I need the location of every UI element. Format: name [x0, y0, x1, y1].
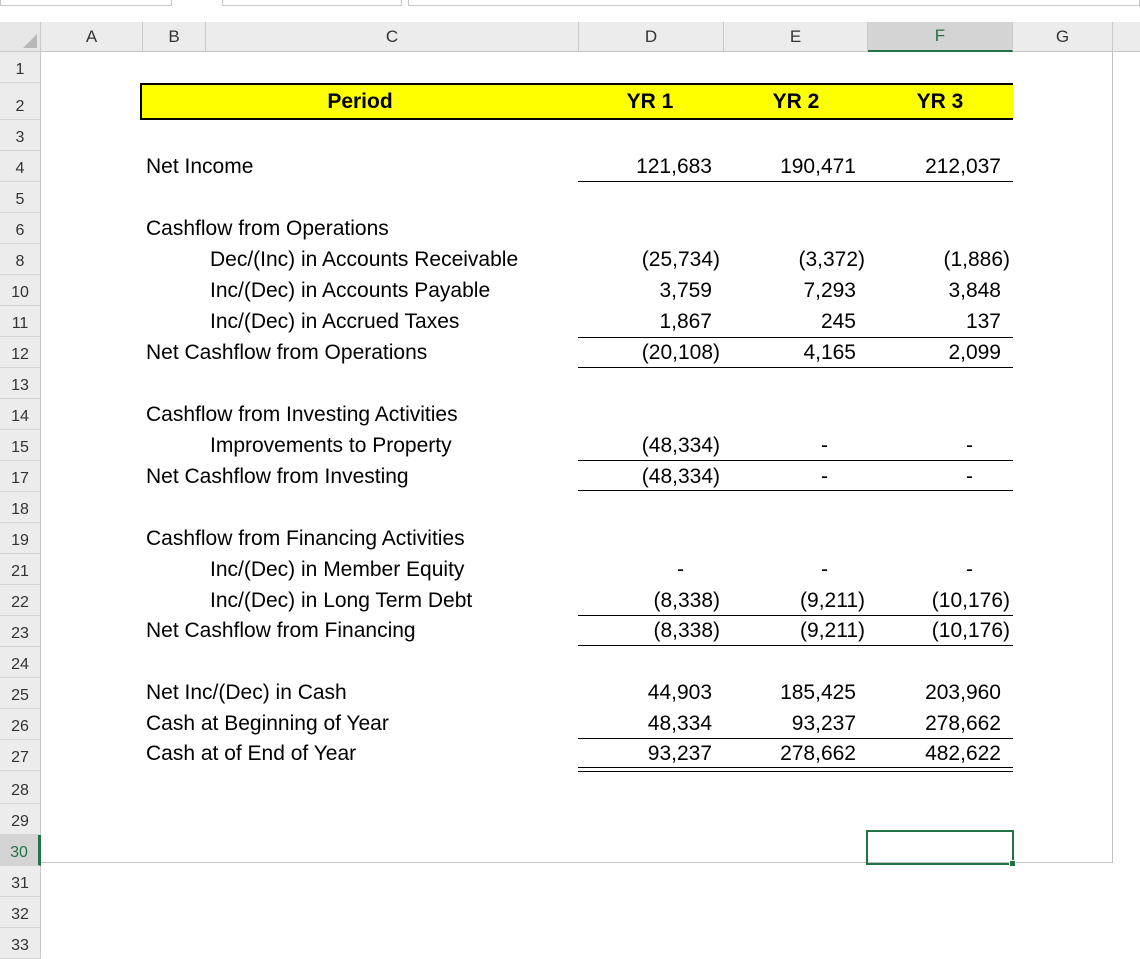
equity-yr2[interactable]: - [821, 558, 828, 581]
ar-yr2[interactable]: (3,372) [798, 248, 865, 271]
net-cff-underline [578, 645, 1013, 646]
equity-label[interactable]: Inc/(Dec) in Member Equity [210, 558, 465, 581]
column-header-a[interactable]: A [41, 22, 143, 52]
net-cfi-underline [578, 490, 1013, 491]
row-header-5[interactable]: 5 [0, 182, 41, 213]
row-header-2[interactable]: 2 [0, 83, 41, 120]
row-header-27[interactable]: 27 [0, 740, 41, 771]
row-header-24[interactable]: 24 [0, 647, 41, 678]
net-income-label[interactable]: Net Income [146, 155, 254, 178]
net-cfo-yr2[interactable]: 4,165 [803, 341, 856, 364]
period-header: Period [327, 90, 393, 113]
net-cash-yr3[interactable]: 203,960 [925, 681, 1001, 704]
cash-end-double-underline [578, 767, 1013, 772]
active-cell-f30[interactable] [866, 830, 1014, 865]
row-header-32[interactable]: 32 [0, 897, 41, 928]
net-cash-yr1[interactable]: 44,903 [647, 681, 712, 704]
cash-end-label[interactable]: Cash at of End of Year [146, 742, 357, 765]
column-header-c[interactable]: C [206, 22, 579, 52]
net-income-underline [578, 181, 1013, 182]
improvements-yr2[interactable]: - [821, 434, 828, 457]
net-cash-label[interactable]: Net Inc/(Dec) in Cash [146, 681, 347, 704]
column-header-b[interactable]: B [143, 22, 206, 52]
net-cff-yr3[interactable]: (10,176) [931, 619, 1010, 642]
cash-end-yr3[interactable]: 482,622 [925, 742, 1001, 765]
net-cfi-yr1[interactable]: (48,334) [641, 465, 720, 488]
net-cfo-underline [578, 367, 1013, 368]
net-income-yr2[interactable]: 190,471 [780, 155, 856, 178]
net-cash-yr2[interactable]: 185,425 [780, 681, 856, 704]
cash-begin-yr3[interactable]: 278,662 [925, 712, 1001, 735]
taxes-yr3[interactable]: 137 [965, 310, 1001, 333]
row-header-31[interactable]: 31 [0, 866, 41, 897]
net-cfo-yr1[interactable]: (20,108) [641, 341, 720, 364]
yr1-header: YR 1 [626, 90, 674, 113]
debt-yr2[interactable]: (9,211) [800, 589, 865, 612]
net-cfi-yr3[interactable]: - [966, 465, 973, 488]
row-header-21[interactable]: 21 [0, 554, 41, 585]
fill-handle[interactable] [1009, 860, 1016, 867]
cfi-heading[interactable]: Cashflow from Investing Activities [146, 403, 458, 426]
row-header-17[interactable]: 17 [0, 461, 41, 492]
column-header-d[interactable]: D [579, 22, 724, 52]
column-header-f[interactable]: F [868, 22, 1013, 52]
ap-yr2[interactable]: 7,293 [803, 279, 856, 302]
row-header-33[interactable]: 33 [0, 928, 41, 959]
ar-yr3[interactable]: (1,886) [943, 248, 1010, 271]
row-header-3[interactable]: 3 [0, 120, 41, 151]
net-cfo-yr3[interactable]: 2,099 [948, 341, 1001, 364]
net-cfo-label[interactable]: Net Cashflow from Operations [146, 341, 428, 364]
row-header-14[interactable]: 14 [0, 399, 41, 430]
row-header-15[interactable]: 15 [0, 430, 41, 461]
yr2-header: YR 2 [772, 90, 820, 113]
row-header-11[interactable]: 11 [0, 306, 41, 337]
cash-end-yr2[interactable]: 278,662 [780, 742, 856, 765]
column-header-next[interactable] [1113, 22, 1140, 52]
select-all-button[interactable] [0, 22, 41, 52]
row-header-23[interactable]: 23 [0, 616, 41, 647]
taxes-yr2[interactable]: 245 [820, 310, 856, 333]
cfo-subtotal-line [578, 337, 1013, 338]
row-header-4[interactable]: 4 [0, 151, 41, 182]
row-header-19[interactable]: 19 [0, 523, 41, 554]
net-cfi-yr2[interactable]: - [821, 465, 828, 488]
cash-subtotal-line [578, 738, 1013, 739]
debt-label[interactable]: Inc/(Dec) in Long Term Debt [210, 589, 473, 612]
row-header-18[interactable]: 18 [0, 492, 41, 523]
ar-yr1[interactable]: (25,734) [641, 248, 720, 271]
cff-subtotal-line [578, 615, 1013, 616]
formula-bar-buttons[interactable] [222, 0, 402, 6]
cash-end-yr1[interactable]: 93,237 [647, 742, 712, 765]
cash-begin-label[interactable]: Cash at Beginning of Year [146, 712, 389, 735]
row-header-22[interactable]: 22 [0, 585, 41, 616]
improvements-yr1[interactable]: (48,334) [641, 434, 720, 457]
taxes-label[interactable]: Inc/(Dec) in Accrued Taxes [210, 310, 460, 333]
ap-label[interactable]: Inc/(Dec) in Accounts Payable [210, 279, 491, 302]
net-cff-yr1[interactable]: (8,338) [653, 619, 720, 642]
debt-yr1[interactable]: (8,338) [653, 589, 720, 612]
net-cff-yr2[interactable]: (9,211) [800, 619, 865, 642]
formula-input[interactable] [408, 0, 1140, 6]
row-header-28[interactable]: 28 [0, 771, 41, 804]
row-header-1[interactable]: 1 [0, 52, 41, 83]
column-header-g[interactable]: G [1013, 22, 1113, 52]
equity-yr3[interactable]: - [966, 558, 973, 581]
cff-heading[interactable]: Cashflow from Financing Activities [146, 527, 465, 550]
yr3-header: YR 3 [916, 90, 964, 113]
equity-yr1[interactable]: - [677, 558, 684, 581]
row-header-13[interactable]: 13 [0, 368, 41, 399]
cfi-subtotal-line [578, 460, 1013, 461]
row-header-8[interactable]: 8 [0, 244, 41, 275]
name-box[interactable] [0, 0, 172, 6]
cfo-heading[interactable]: Cashflow from Operations [146, 217, 389, 240]
row-header-12[interactable]: 12 [0, 337, 41, 368]
ar-label[interactable]: Dec/(Inc) in Accounts Receivable [210, 248, 519, 271]
row-header-29[interactable]: 29 [0, 804, 41, 835]
ap-yr1[interactable]: 3,759 [659, 279, 712, 302]
cash-begin-yr2[interactable]: 93,237 [791, 712, 856, 735]
net-income-yr1[interactable]: 121,683 [636, 155, 712, 178]
improvements-yr3[interactable]: - [966, 434, 973, 457]
net-income-yr3[interactable]: 212,037 [925, 155, 1001, 178]
row-header-30[interactable]: 30 [0, 835, 41, 866]
ap-yr3[interactable]: 3,848 [948, 279, 1001, 302]
column-header-e[interactable]: E [724, 22, 868, 52]
debt-yr3[interactable]: (10,176) [931, 589, 1010, 612]
taxes-yr1[interactable]: 1,867 [659, 310, 712, 333]
row-header-10[interactable]: 10 [0, 275, 41, 306]
net-cff-label[interactable]: Net Cashflow from Financing [146, 619, 416, 642]
row-header-25[interactable]: 25 [0, 678, 41, 709]
improvements-label[interactable]: Improvements to Property [210, 434, 452, 457]
row-header-26[interactable]: 26 [0, 709, 41, 740]
cash-begin-yr1[interactable]: 48,334 [647, 712, 712, 735]
net-cfi-label[interactable]: Net Cashflow from Investing [146, 465, 409, 488]
row-header-6[interactable]: 6 [0, 213, 41, 244]
